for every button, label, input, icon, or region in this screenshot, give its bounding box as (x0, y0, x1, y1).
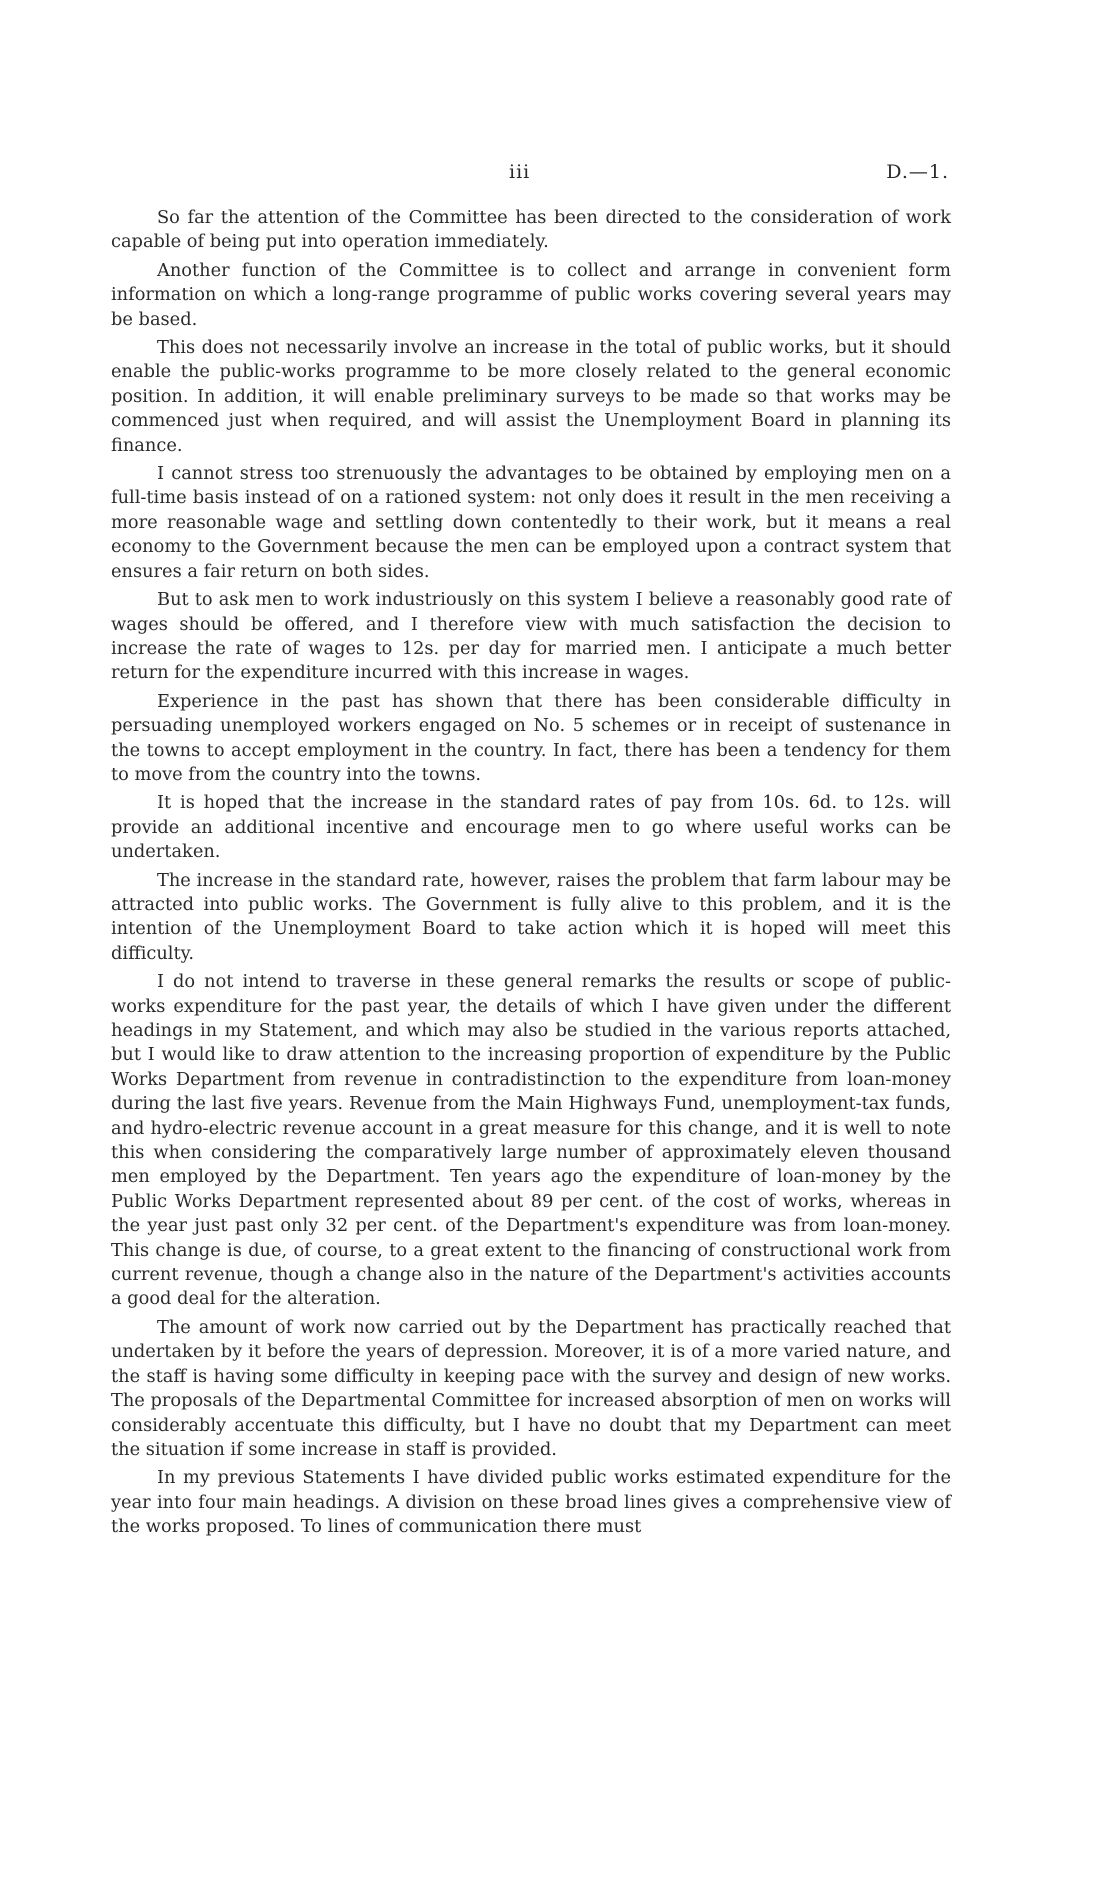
paragraph: Another function of the Committee is to collect and arrange in convenient form information on which a long-range programme of public works covering several years may be based. (111, 259, 951, 330)
paragraph: The increase in the standard rate, however, raises the problem that farm labour may be attracted into public works. The Government is fully alive to this problem, and it is the intention of the Unemployment Board to take action which it is hoped will meet this difficulty. (111, 869, 951, 964)
paragraph: So far the attention of the Committee has been directed to the consideration of work capable of being put into operation immediately. (111, 207, 951, 253)
paragraph: I cannot stress too strenuously the advantages to be obtained by employing men on a full-time basis instead of on a rationed system: not only does it result in the men receiving a more reasonable wage and settling down contentedly to their work, but it means a real economy to the Government because the men can be employed upon a contract system that ensures a fair return on both sides. (111, 463, 951, 582)
paragraph: The amount of work now carried out by the Department has practically reached that undertaken by it before the years of depression. Moreover, it is of a more varied nature, and the staff is having some difficulty in keeping pace with the survey and design of new works. The proposals of the Departmental Committee for increased absorption of men on works will considerably accentuate this difficulty, but I have no doubt that my Department can meet the situation if some increase in staff is provided. (111, 1316, 951, 1460)
paragraph: This does not necessarily involve an increase in the total of public works, but it should enable the public-works programme to be more closely related to the general economic position. In addition, it will enable preliminary surveys to be made so that works may be commenced just when required, and will assist the Unemployment Board in planning its finance. (111, 337, 951, 456)
paragraph: I do not intend to traverse in these general remarks the results or scope of public-works expenditure for the past year, the details of which I have given under the different headings in my Statement, and which may also be studied in the various reports attached, but I would like to draw attention to the increasing proportion of expenditure by the Public Works Department from revenue in contradistinction to the expenditure from loan-money during the last five years. Revenue from the Main Highways Fund, unemployment-tax funds, and hydro-electric revenue account in a great measure for this change, and it is well to note this when considering the comparatively large number of approximately eleven thousand men employed by the Department. Ten years ago the expenditure of loan-money by the Public Works Department represented about 89 per cent. of the cost of works, whereas in the year just past only 32 per cent. of the Department's expenditure was from loan-money. This change is due, of course, to a great extent to the financing of constructional work from current revenue, though a change also in the nature of the Department's activities accounts a good deal for the alteration. (111, 971, 951, 1310)
paragraph: In my previous Statements I have divided public works estimated expenditure for the year into four main headings. A division on these broad lines gives a comprehensive view of the works proposed. To lines of communication there must (111, 1467, 951, 1538)
page-header (0, 161, 1114, 191)
body-text (111, 206, 951, 1544)
paragraph: It is hoped that the increase in the standard rates of pay from 10s. 6d. to 12s. will provide an additional incentive and encourage men to go where useful works can be undertaken. (111, 792, 951, 863)
page-number: iii (509, 161, 531, 183)
paragraph: But to ask men to work industriously on this system I believe a reasonably good rate of wages should be offered, and I therefore view with much satisfaction the decision to increase the rate of wages to 12s. per day for married men. I anticipate a much better return for the expenditure incurred with this increase in wages. (111, 589, 951, 684)
paragraph: Experience in the past has shown that there has been considerable difficulty in persuading unemployed workers engaged on No. 5 schemes or in receipt of sustenance in the towns to accept employment in the country. In fact, there has been a tendency for them to move from the country into the towns. (111, 690, 951, 785)
document-reference: D.—1. (886, 161, 949, 183)
